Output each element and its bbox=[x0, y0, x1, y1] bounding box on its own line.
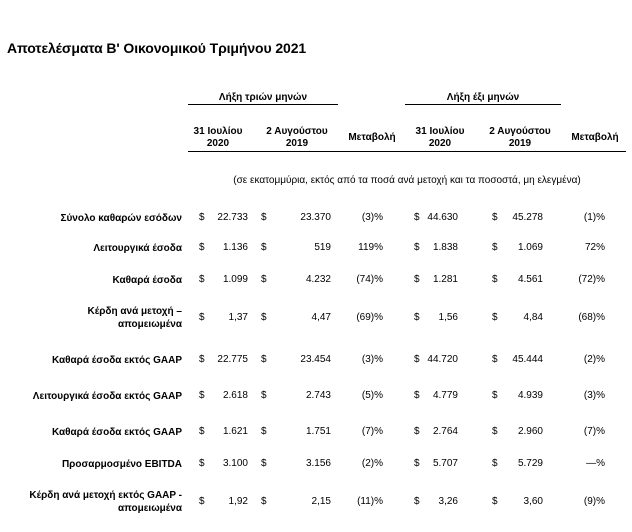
currency-symbol: $ bbox=[261, 242, 267, 253]
currency-symbol: $ bbox=[414, 274, 420, 285]
divider bbox=[188, 104, 338, 105]
table-cell-v1: 22.775 bbox=[217, 354, 248, 365]
table-cell-v3: 44.720 bbox=[427, 354, 458, 365]
currency-symbol: $ bbox=[261, 496, 267, 507]
table-cell-v4: 4.939 bbox=[517, 390, 543, 401]
table-cell-v1: 3.100 bbox=[222, 458, 248, 469]
currency-symbol: $ bbox=[414, 496, 420, 507]
table-cell-v3: 1.281 bbox=[432, 274, 458, 285]
currency-symbol: $ bbox=[414, 354, 420, 365]
table-cell-c1: (3)% bbox=[361, 354, 383, 365]
currency-symbol: $ bbox=[414, 312, 420, 323]
currency-symbol: $ bbox=[414, 242, 420, 253]
row-label: Λειτουργικά έσοδα εκτός GAAP bbox=[32, 391, 182, 402]
currency-symbol: $ bbox=[261, 312, 267, 323]
table-cell-c2: —% bbox=[586, 458, 605, 469]
row-label: Προσαρμοσμένο EBITDA bbox=[61, 459, 182, 470]
currency-symbol: $ bbox=[261, 458, 267, 469]
table-cell-v3: 2.764 bbox=[432, 426, 458, 437]
table-cell-v1: 1,37 bbox=[228, 312, 248, 323]
currency-symbol: $ bbox=[414, 458, 420, 469]
table-cell-v1: 22.733 bbox=[217, 212, 248, 223]
col-header-aug-2019: 2 Αυγούστου 2019 bbox=[266, 126, 328, 149]
table-cell-v2: 4.232 bbox=[305, 274, 331, 285]
currency-symbol: $ bbox=[199, 274, 205, 285]
currency-symbol: $ bbox=[261, 390, 267, 401]
table-cell-v4: 45.278 bbox=[512, 212, 543, 223]
table-cell-v1: 1,92 bbox=[228, 496, 248, 507]
table-cell-c1: 119% bbox=[358, 242, 383, 253]
table-cell-c1: (7)% bbox=[361, 426, 383, 437]
currency-symbol: $ bbox=[492, 274, 498, 285]
header-divider bbox=[188, 151, 626, 152]
currency-symbol: $ bbox=[199, 354, 205, 365]
currency-symbol: $ bbox=[492, 426, 498, 437]
row-label: Καθαρά έσοδα εκτός GAAP bbox=[51, 355, 182, 366]
table-cell-v2: 3.156 bbox=[305, 458, 331, 469]
table-cell-v4: 3,60 bbox=[523, 496, 543, 507]
group-header-three-months: Λήξη τριών μηνών bbox=[218, 92, 308, 103]
currency-symbol: $ bbox=[492, 458, 498, 469]
row-label: Καθαρά έσοδα bbox=[112, 275, 182, 286]
currency-symbol: $ bbox=[414, 426, 420, 437]
currency-symbol: $ bbox=[199, 458, 205, 469]
table-cell-c1: (69)% bbox=[356, 312, 383, 323]
table-cell-c2: (68)% bbox=[578, 312, 605, 323]
table-cell-v2: 1.751 bbox=[305, 426, 331, 437]
table-cell-v2: 2.743 bbox=[305, 390, 331, 401]
currency-symbol: $ bbox=[492, 212, 498, 223]
table-cell-c1: (3)% bbox=[361, 212, 383, 223]
col-header-jul-2020-six: 31 Ιουλίου 2020 bbox=[415, 126, 465, 149]
table-cell-v3: 4.779 bbox=[432, 390, 458, 401]
currency-symbol: $ bbox=[261, 354, 267, 365]
table-cell-v4: 5.729 bbox=[517, 458, 543, 469]
currency-symbol: $ bbox=[199, 390, 205, 401]
table-cell-v2: 23.370 bbox=[300, 212, 331, 223]
page-title: Αποτελέσματα Β' Οικονομικού Τριμήνου 2021 bbox=[7, 40, 307, 56]
currency-symbol: $ bbox=[492, 354, 498, 365]
currency-symbol: $ bbox=[199, 312, 205, 323]
currency-symbol: $ bbox=[261, 274, 267, 285]
table-cell-v4: 45.444 bbox=[512, 354, 543, 365]
table-cell-c1: (74)% bbox=[356, 274, 383, 285]
row-label: Σύνολο καθαρών εσόδων bbox=[60, 213, 182, 224]
table-cell-c1: (11)% bbox=[357, 496, 383, 507]
table-cell-v4: 2.960 bbox=[517, 426, 543, 437]
table-cell-c2: 72% bbox=[584, 242, 605, 253]
table-cell-c2: (1)% bbox=[583, 212, 605, 223]
col-header-jul-2020: 31 Ιουλίου 2020 bbox=[193, 126, 243, 149]
table-cell-v1: 1.136 bbox=[222, 242, 248, 253]
currency-symbol: $ bbox=[199, 242, 205, 253]
table-cell-v4: 4,84 bbox=[523, 312, 543, 323]
table-cell-v2: 23.454 bbox=[300, 354, 331, 365]
col-header-change-six: Μεταβολή bbox=[571, 132, 619, 143]
row-label: Καθαρά έσοδα εκτός GAAP bbox=[51, 427, 182, 438]
table-cell-c2: (2)% bbox=[583, 354, 605, 365]
table-cell-c2: (72)% bbox=[578, 274, 605, 285]
table-cell-c2: (7)% bbox=[583, 426, 605, 437]
currency-symbol: $ bbox=[492, 312, 498, 323]
table-cell-c2: (3)% bbox=[583, 390, 605, 401]
row-label: Κέρδη ανά μετοχή εκτός GAAP - απομειωμένα bbox=[29, 490, 182, 514]
col-header-aug-2019-six: 2 Αυγούστου 2019 bbox=[489, 126, 551, 149]
table-cell-v3: 1.838 bbox=[432, 242, 458, 253]
row-label: Κέρδη ανά μετοχή – απομειωμένα bbox=[87, 306, 182, 330]
table-cell-v3: 44.630 bbox=[427, 212, 458, 223]
currency-symbol: $ bbox=[492, 242, 498, 253]
divider bbox=[405, 104, 561, 105]
table-cell-v4: 1.069 bbox=[517, 242, 543, 253]
table-cell-v1: 2.618 bbox=[222, 390, 248, 401]
table-cell-v2: 519 bbox=[314, 242, 331, 253]
currency-symbol: $ bbox=[414, 212, 420, 223]
table-cell-v2: 2,15 bbox=[311, 496, 331, 507]
table-cell-c1: (2)% bbox=[361, 458, 383, 469]
table-cell-c1: (5)% bbox=[361, 390, 383, 401]
currency-symbol: $ bbox=[199, 496, 205, 507]
currency-symbol: $ bbox=[261, 212, 267, 223]
table-cell-v3: 3,26 bbox=[438, 496, 458, 507]
currency-symbol: $ bbox=[199, 212, 205, 223]
currency-symbol: $ bbox=[414, 390, 420, 401]
col-header-change: Μεταβολή bbox=[348, 132, 396, 143]
table-note: (σε εκατομμύρια, εκτός από τα ποσά ανά μετοχή και τα ποσοστά, μη ελεγμένα) bbox=[233, 175, 581, 186]
currency-symbol: $ bbox=[261, 426, 267, 437]
table-cell-v1: 1.621 bbox=[222, 426, 248, 437]
currency-symbol: $ bbox=[199, 426, 205, 437]
table-cell-v3: 5.707 bbox=[432, 458, 458, 469]
table-cell-c2: (9)% bbox=[583, 496, 605, 507]
row-label: Λειτουργικά έσοδα bbox=[93, 243, 182, 254]
table-cell-v1: 1.099 bbox=[222, 274, 248, 285]
group-header-six-months: Λήξη έξι μηνών bbox=[446, 92, 520, 103]
table-cell-v4: 4.561 bbox=[517, 274, 543, 285]
table-cell-v2: 4,47 bbox=[311, 312, 331, 323]
currency-symbol: $ bbox=[492, 496, 498, 507]
table-cell-v3: 1,56 bbox=[438, 312, 458, 323]
currency-symbol: $ bbox=[492, 390, 498, 401]
